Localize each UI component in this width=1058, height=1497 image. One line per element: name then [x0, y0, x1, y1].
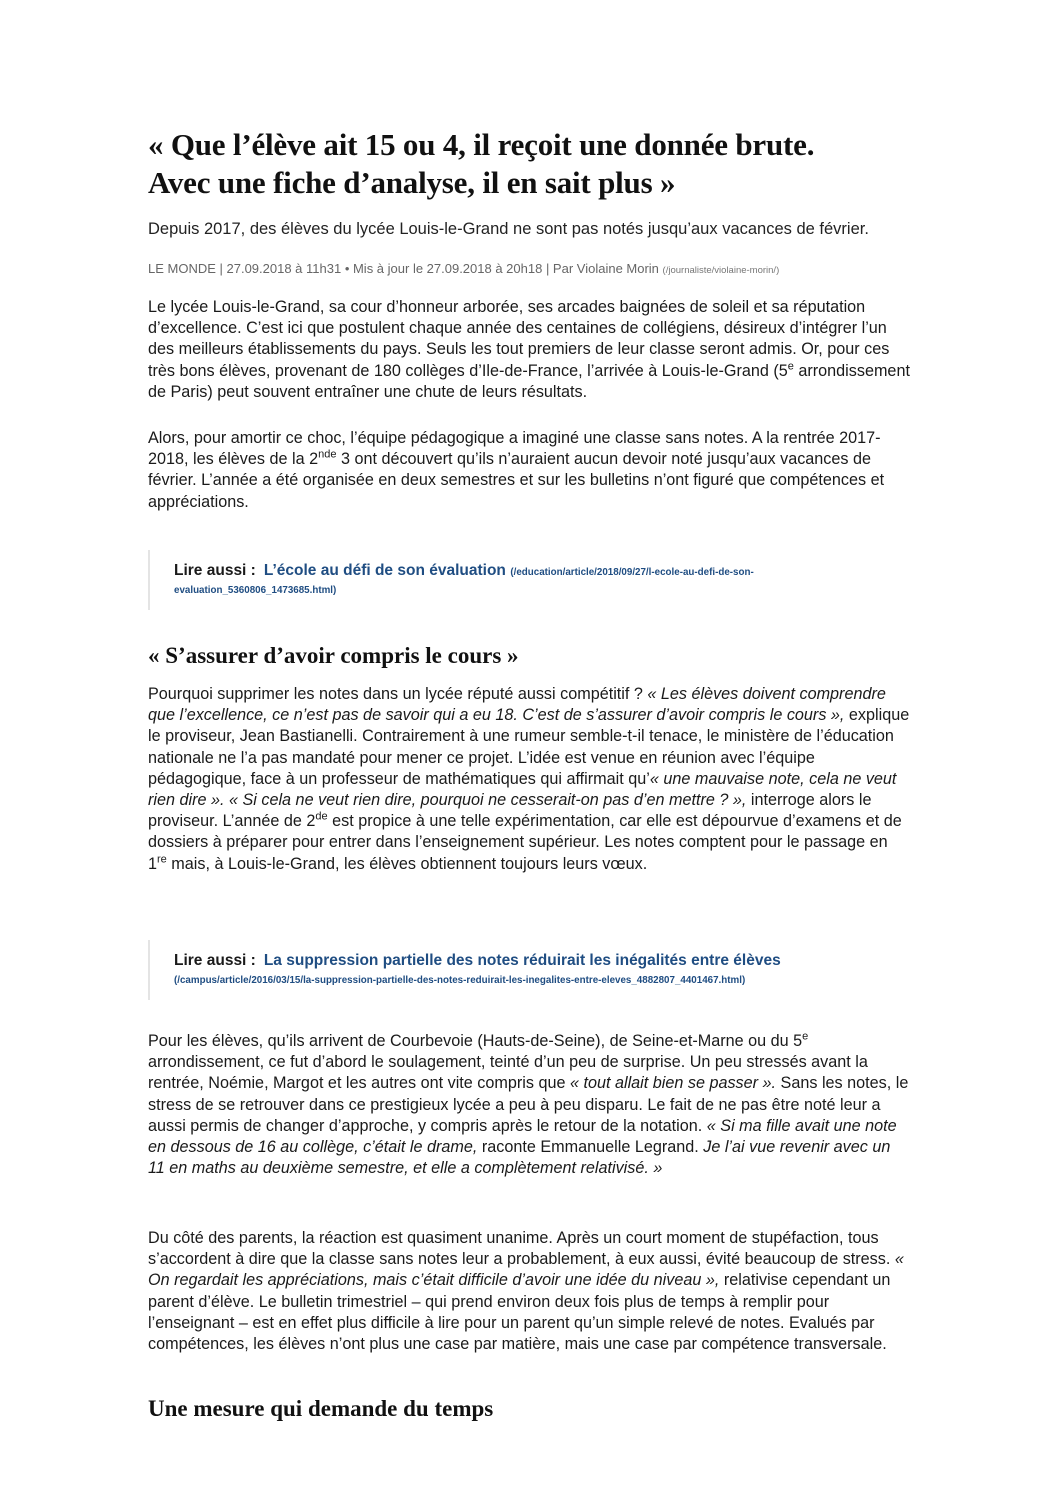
article-title — [148, 126, 910, 202]
author-link[interactable]: (/journaliste/violaine-morin/) — [662, 265, 780, 276]
paragraph-5 — [148, 1228, 910, 1355]
superscript: re — [157, 853, 167, 866]
read-also-label: Lire aussi : — [174, 952, 256, 969]
paragraph-4 — [148, 1031, 910, 1179]
text: Du côté des parents, la réaction est quasiment unanime. Après un court moment de stupéfaction, tous s’accordent à dire que la classe sans notes leur a probablement, à eux aussi, évité beaucoup de stress. — [148, 1229, 895, 1269]
text: relativise cependant un parent d’élève. Le bulletin trimestriel – qui prend environ deux fois plus de temps à remplir pour l’enseignant – est en effet plus difficile à lire pour un parent qu’un simple relevé de notes. Evalués par compétences, les élèves n’ont plus une case par matière, mais une case par compétence transversale. — [148, 1271, 891, 1354]
read-also-link[interactable]: L’école au défi de son évaluation — [263, 562, 506, 579]
text: raconte Emmanuelle Legrand. — [477, 1138, 704, 1157]
superscript: e — [802, 1030, 809, 1043]
text: Pour les élèves, qu’ils arrivent de Courbevoie (Hauts-de-Seine), de Seine-et-Marne ou du 5 — [148, 1032, 803, 1050]
text: Le lycée Louis-le-Grand, sa cour d’honneur arborée, ses arcades baignées de soleil et sa réputation d’excellence. C’est ici que postulent chaque année des centaines de collégiens, désireux d’intégrer l’un des meilleurs établissements du pays. Seuls les tout premiers de leur classe seront admis. Or, pour ces très bons élèves, provenant de 180 collèges d’Ile-de-France, l’arrivée à Louis-le-Grand (5 — [148, 298, 890, 380]
text: interroge alors le proviseur. L’année de 2 — [148, 791, 872, 831]
text: mais, à Louis-le-Grand, les élèves obtiennent toujours leurs vœux. — [166, 854, 648, 873]
read-also-box-2 — [148, 940, 910, 1000]
read-also-url[interactable]: (/campus/article/2016/03/15/la-suppression-partielle-des-notes-reduirait-les-inegalites-entre-eleves_4882807_4401467.html) — [174, 975, 746, 986]
quote: Je l’ai vue revenir avec un 11 en maths au deuxième semestre, et elle a complètement relativisé. » — [148, 1138, 891, 1178]
text: est propice à une telle expérimentation, car elle est dépourvue d’examens et de dossiers à préparer pour entrer dans l’enseignement supérieur. Les notes comptent pour le passage en 1 — [148, 812, 902, 873]
article-lede: Depuis 2017, des élèves du lycée Louis-le-Grand ne sont pas notés jusqu’aux vacances de février. — [148, 220, 869, 238]
section-heading-2: Une mesure qui demande du temps — [148, 1396, 494, 1421]
read-also-label: Lire aussi : — [174, 562, 256, 579]
paragraph-2 — [148, 428, 910, 513]
text: Alors, pour amortir ce choc, l’équipe pédagogique a imaginé une classe sans notes. A la rentrée 2017-2018, les élèves de la 2 — [148, 429, 881, 469]
read-also-link[interactable]: La suppression partielle des notes réduirait les inégalités entre élèves — [263, 952, 781, 969]
quote: « On regardait les appréciations, mais c’était difficile d’avoir une idée du niveau », — [148, 1250, 904, 1290]
byline — [148, 260, 910, 280]
paragraph-3 — [148, 684, 910, 875]
byline-text: LE MONDE | 27.09.2018 à 11h31 • Mis à jour le 27.09.2018 à 20h18 | Par Violaine Morin — [148, 261, 659, 276]
read-also-url[interactable]: (/education/article/2018/09/27/l-ecole-au-defi-de-son-evaluation_5360806_1473685.html) — [174, 567, 754, 596]
quote: « Les élèves doivent comprendre que l’excellence, ce n’est pas de savoir qui a eu 18. C’est de s’assurer d’avoir compris le cours », — [148, 685, 886, 725]
superscript: de — [315, 810, 328, 823]
text: 3 ont découvert qu’ils n’auraient aucun devoir noté jusqu’aux vacances de février. L’année a été organisée en deux semestres et sur les bulletins n’ont figuré que compétences et appréciations. — [148, 450, 885, 511]
section-heading-1: « S’assurer d’avoir compris le cours » — [148, 643, 519, 668]
quote: « tout allait bien se passer ». — [569, 1074, 777, 1093]
text: arrondissement de Paris) peut souvent entraîner une chute de leurs résultats. — [148, 361, 910, 401]
read-also-box-1 — [148, 550, 910, 610]
title-line-2: Avec une fiche d’analyse, il en sait plus » — [148, 165, 676, 200]
title-line-1: « Que l’élève ait 15 ou 4, il reçoit une donnée brute. — [148, 127, 815, 162]
quote: « Si ma fille avait une note en dessous de 16 au collège, c’était le drame, — [148, 1116, 897, 1157]
superscript: e — [787, 360, 794, 373]
text: arrondissement, ce fut d’abord le soulagement, teinté d’un peu de surprise. Un peu stressés avant la rentrée, Noémie, Margot et les autres ont vite compris que — [148, 1053, 868, 1093]
quote: « une mauvaise note, cela ne veut rien dire ». « Si cela ne veut rien dire, pourquoi ne cesserait-on pas d’en mettre ? », — [148, 769, 897, 810]
text: Pourquoi supprimer les notes dans un lycée réputé aussi compétitif ? — [148, 685, 648, 703]
superscript: nde — [318, 448, 337, 461]
paragraph-1 — [148, 297, 910, 403]
text: explique le proviseur, Jean Bastianelli. Contrairement à une rumeur semble-t-il tenace, le ministère de l’éducation nationale ne l’a pas mandaté pour mener ce projet. L’idée est venue en réunion avec l’équipe pédagogique, face à un professeur de mathématiques qui affirmait qu’ — [148, 706, 910, 788]
text: Sans les notes, le stress de se retrouver dans ce prestigieux lycée a peu à peu disparu. Le fait de ne pas être noté leur a aussi permis de changer d’approche, y compris après le retour de la notation. — [148, 1074, 909, 1135]
